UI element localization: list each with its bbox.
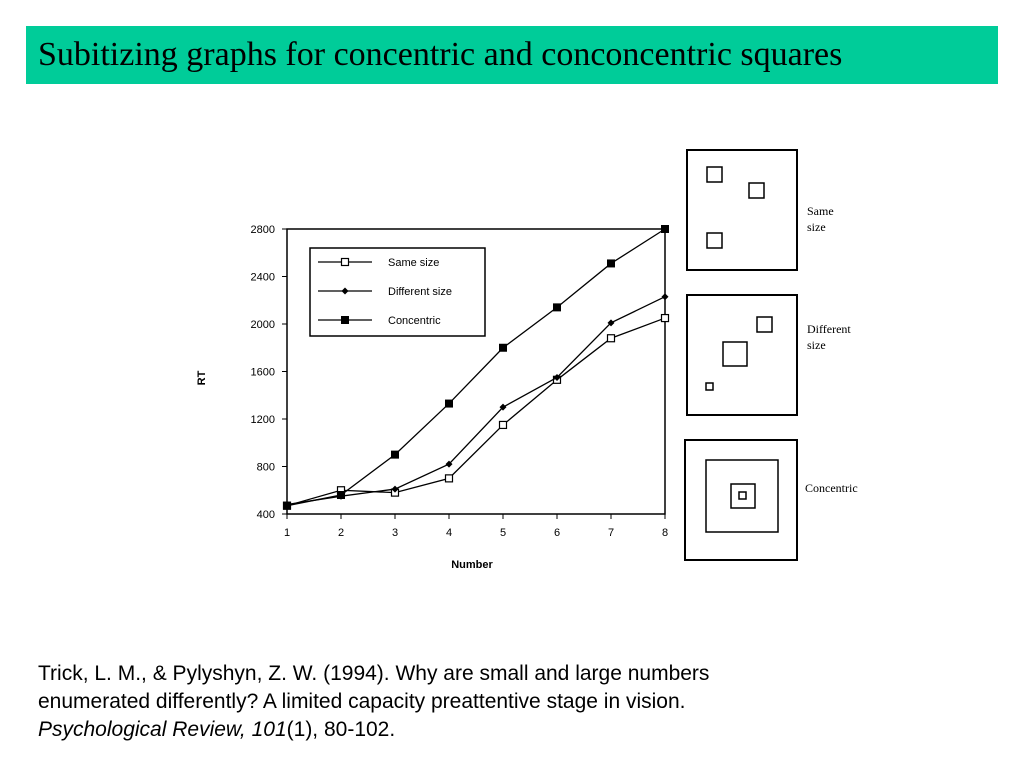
stimulus-square <box>731 484 755 508</box>
y-tick-label: 1200 <box>250 414 275 426</box>
panel-label: size <box>807 220 826 234</box>
series-same-size <box>284 315 669 510</box>
legend-label: Same size <box>388 257 440 269</box>
panel-label: Concentric <box>805 481 858 495</box>
x-tick-label: 2 <box>337 527 345 539</box>
panel-frame <box>687 150 797 270</box>
data-point <box>284 502 291 509</box>
x-tick-label: 4 <box>445 527 453 539</box>
y-axis-ticks <box>251 224 287 521</box>
x-tick-label: 6 <box>553 527 561 539</box>
slide-title: Subitizing graphs for concentric and conconcentric squares <box>38 36 843 73</box>
data-point <box>608 335 615 342</box>
x-tick-label: 7 <box>607 527 615 539</box>
citation-line-1: Trick, L. M., & Pylyshyn, Z. W. (1994). Why are small and large numbers <box>38 662 710 685</box>
y-tick-label: 2800 <box>250 224 275 236</box>
y-tick-label: 1600 <box>250 366 275 379</box>
stimulus-square <box>757 317 772 332</box>
data-point <box>662 293 669 300</box>
panel-frame <box>685 440 797 560</box>
x-tick-label: 8 <box>661 527 669 539</box>
data-point <box>608 260 615 267</box>
y-axis-label: RT <box>196 370 208 386</box>
y-tick-label: 2400 <box>250 271 275 284</box>
citation-line-2: enumerated differently? A limited capacity preattentive stage in vision. <box>38 690 686 713</box>
citation <box>38 660 938 744</box>
citation-journal: Psychological Review, 101 <box>38 718 287 741</box>
series-line <box>287 318 665 506</box>
data-point <box>500 421 507 428</box>
legend <box>310 248 485 336</box>
data-point <box>554 304 561 311</box>
stimulus-square <box>706 383 713 390</box>
data-point <box>446 475 453 482</box>
data-point <box>392 451 399 458</box>
data-point <box>342 259 349 266</box>
y-tick-label: 800 <box>256 461 275 474</box>
x-axis-label: Number <box>451 559 493 571</box>
panel-label: size <box>807 338 826 352</box>
stimulus-square <box>706 460 778 532</box>
x-tick-label: 1 <box>283 527 291 539</box>
panel-frame <box>687 295 797 415</box>
panel-label: Same <box>807 204 834 218</box>
x-axis-ticks <box>284 514 668 539</box>
data-point <box>662 226 669 233</box>
data-point <box>446 400 453 407</box>
citation-pages: (1), 80-102. <box>286 718 396 741</box>
citation-line-3 <box>38 716 938 744</box>
stimulus-square <box>739 492 746 499</box>
stimulus-square <box>707 167 722 182</box>
y-tick-label: 2000 <box>250 319 275 331</box>
stimulus-square <box>707 233 722 248</box>
panel-same-size <box>687 150 834 270</box>
stimulus-square <box>723 342 747 366</box>
panel-concentric <box>685 440 858 560</box>
data-point <box>662 315 669 322</box>
x-tick-label: 3 <box>391 527 399 539</box>
data-point <box>500 344 507 351</box>
x-tick-label: 5 <box>499 527 507 539</box>
legend-label: Different size <box>388 286 452 298</box>
panel-label: Different <box>807 322 851 336</box>
panel-different-size <box>687 295 851 415</box>
data-point <box>342 317 349 324</box>
stimulus-square <box>749 183 764 198</box>
data-point <box>338 492 345 499</box>
y-tick-label: 400 <box>256 509 275 521</box>
legend-label: Concentric <box>388 315 441 327</box>
